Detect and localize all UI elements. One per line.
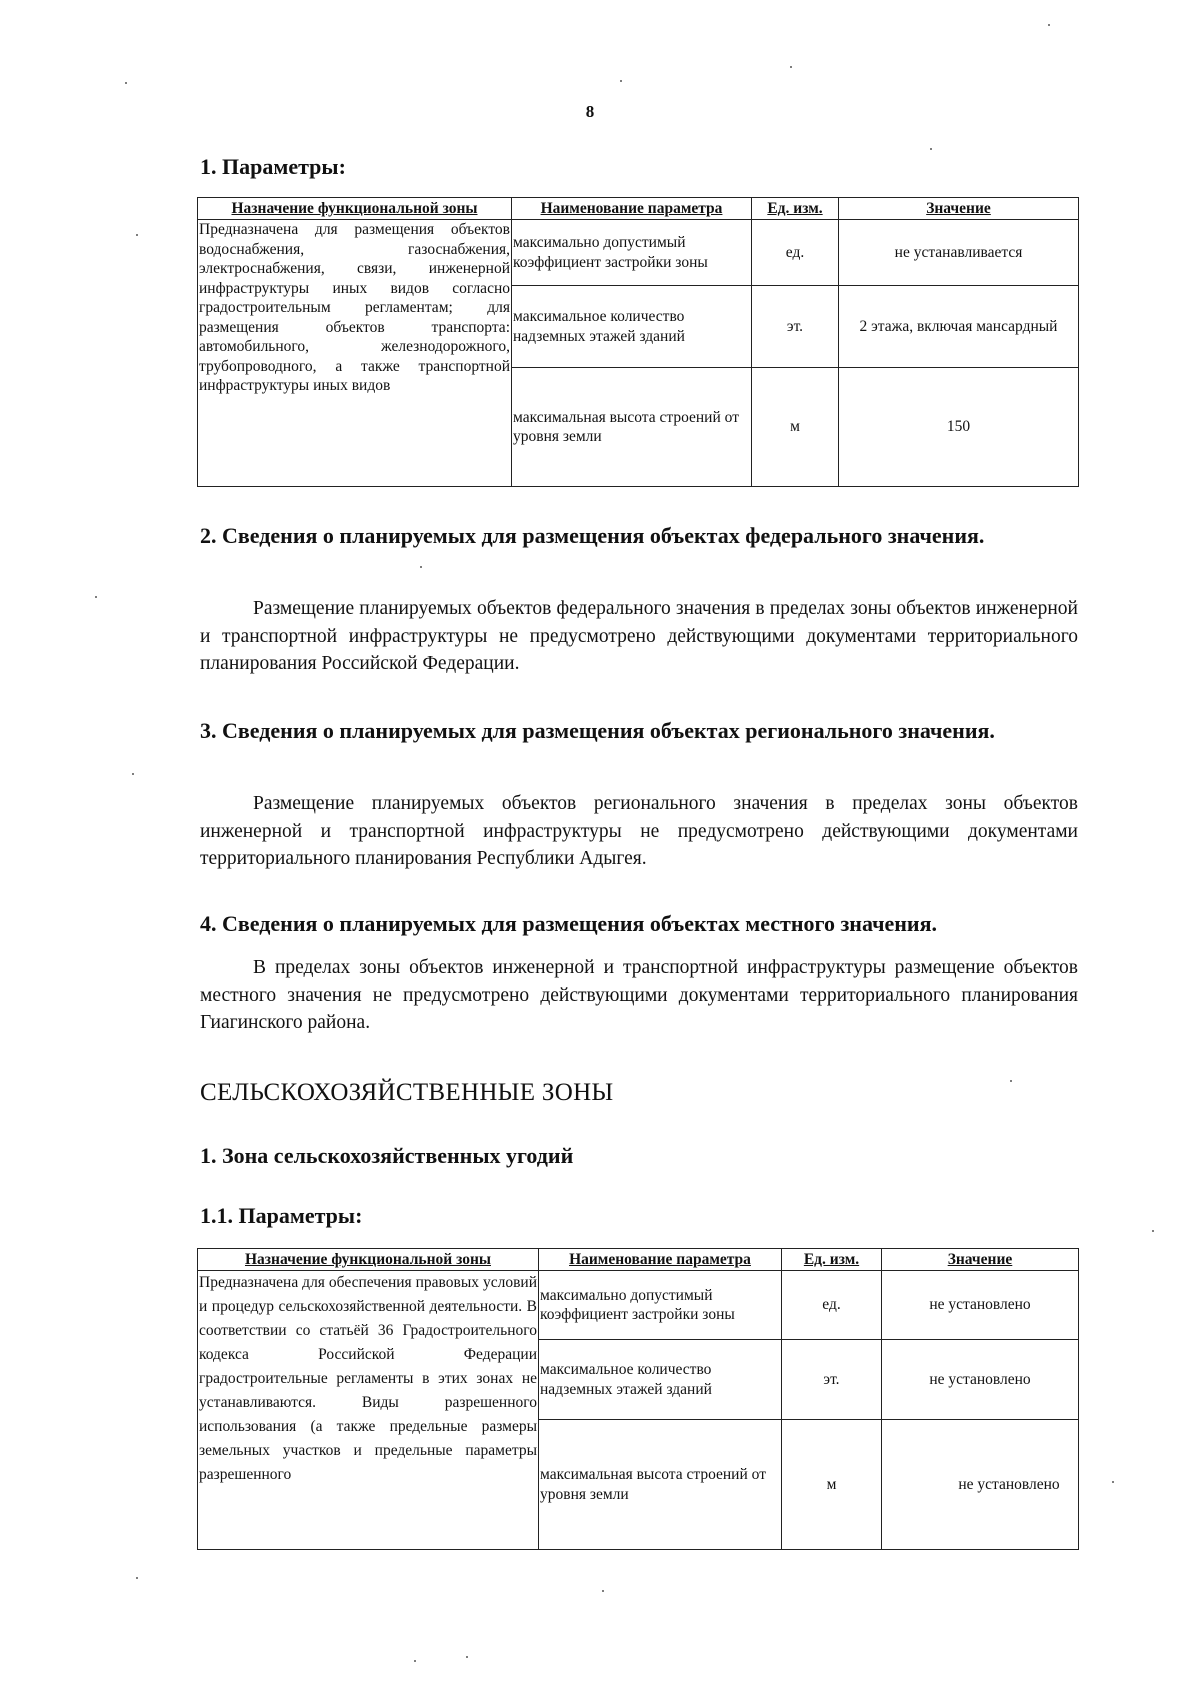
param-name-cell: максимально допустимый коэффициент застройки зоны [539, 1271, 782, 1340]
table-row [198, 220, 1079, 286]
section-2-heading: 2. Сведения о планируемых для размещения объектах федерального значения. [200, 523, 985, 548]
scan-speck [420, 566, 422, 568]
unit-cell: м [782, 1420, 882, 1550]
agri-zones-title: СЕЛЬСКОХОЗЯЙСТВЕННЫЕ ЗОНЫ [200, 1079, 614, 1106]
param-name-cell: максимально допустимый коэффициент застройки зоны [512, 220, 752, 286]
unit-cell: эт. [782, 1340, 882, 1420]
scan-speck [790, 66, 792, 68]
scan-speck [136, 1577, 138, 1579]
table-header-row [198, 1249, 1079, 1271]
parameters-table-2 [197, 1248, 1079, 1550]
parameters-table-1 [197, 197, 1079, 487]
value-cell: 2 этажа, включая мансардный [839, 286, 1079, 368]
scan-speck [1152, 1230, 1154, 1232]
header-purpose: Назначение функциональной зоны [198, 198, 512, 220]
param-name-cell: максимальная высота строений от уровня земли [512, 368, 752, 487]
header-unit: Ед. изм. [782, 1249, 882, 1271]
section-4-paragraph: В пределах зоны объектов инженерной и транспортной инфраструктуры размещение объектов местного значения не предусмотрено действующими документами территориального планирования Гиагинского района. [200, 957, 1078, 1033]
param-name-cell: максимальная высота строений от уровня земли [539, 1420, 782, 1550]
section-4-heading: 4. Сведения о планируемых для размещения объектах местного значения. [200, 911, 937, 936]
section-3-heading: 3. Сведения о планируемых для размещения объектах регионального значения. [200, 718, 995, 743]
agri-params-heading: 1.1. Параметры: [200, 1203, 363, 1228]
unit-cell: ед. [782, 1271, 882, 1340]
scan-speck [930, 148, 932, 150]
value-cell: не установлено [882, 1271, 1079, 1340]
agri-zone-heading: 1. Зона сельскохозяйственных угодий [200, 1143, 574, 1168]
scan-speck [620, 80, 622, 82]
scan-speck [1048, 24, 1050, 26]
scan-speck [602, 1590, 604, 1592]
section-3-paragraph: Размещение планируемых объектов регионального значения в пределах зоны объектов инженерной и транспортной инфраструктуры не предусмотрено действующими документами территориального планирования Республики Адыгея. [200, 793, 1078, 869]
param-name-cell: максимальное количество надземных этажей зданий [539, 1340, 782, 1420]
scan-speck [132, 773, 134, 775]
header-param-name: Наименование параметра [539, 1249, 782, 1271]
header-unit: Ед. изм. [752, 198, 839, 220]
value-cell: не устанавливается [839, 220, 1079, 286]
scan-speck [136, 234, 138, 236]
value-cell: не установлено [882, 1340, 1079, 1420]
unit-cell: ед. [752, 220, 839, 286]
zone-purpose-cell: Предназначена для размещения объектов водоснабжения, газоснабжения, электроснабжения, связи, инженерной инфраструктуры иных видов согласно градостроительным регламентам; для размещения объектов транспорта: автомобильного, железнодорожного, трубопроводного, а также транспортной инфраструктуры иных видов [198, 220, 512, 487]
value-cell: 150 [839, 368, 1079, 487]
header-value: Значение [839, 198, 1079, 220]
table-header-row [198, 198, 1079, 220]
table-row [198, 1271, 1079, 1340]
scan-speck [466, 1656, 468, 1658]
param-name-cell: максимальное количество надземных этажей зданий [512, 286, 752, 368]
header-value: Значение [882, 1249, 1079, 1271]
unit-cell: м [752, 368, 839, 487]
header-purpose: Назначение функциональной зоны [198, 1249, 539, 1271]
scan-speck [414, 1660, 416, 1662]
scan-speck [95, 596, 97, 598]
scan-speck [1010, 1080, 1012, 1082]
section-1-heading: 1. Параметры: [200, 154, 346, 179]
header-param-name: Наименование параметра [512, 198, 752, 220]
scan-speck [1112, 1481, 1114, 1483]
zone-purpose-cell: Предназначена для обеспечения правовых условий и процедур сельскохозяйственной деятельности. В соответствии со статьёй 36 Градостроительного кодекса Российской Федерации градостроительные регламенты в этих зонах не устанавливаются. Виды разрешенного использования (а также предельные размеры земельных участков и предельные параметры разрешенного [198, 1271, 539, 1550]
unit-cell: эт. [752, 286, 839, 368]
page-number: 8 [585, 102, 595, 121]
value-cell: не установлено [882, 1420, 1079, 1550]
section-2-paragraph: Размещение планируемых объектов федерального значения в пределах зоны объектов инженерной и транспортной инфраструктуры не предусмотрено действующими документами территориального планирования Российской Федерации. [200, 598, 1078, 674]
scan-speck [125, 82, 127, 84]
